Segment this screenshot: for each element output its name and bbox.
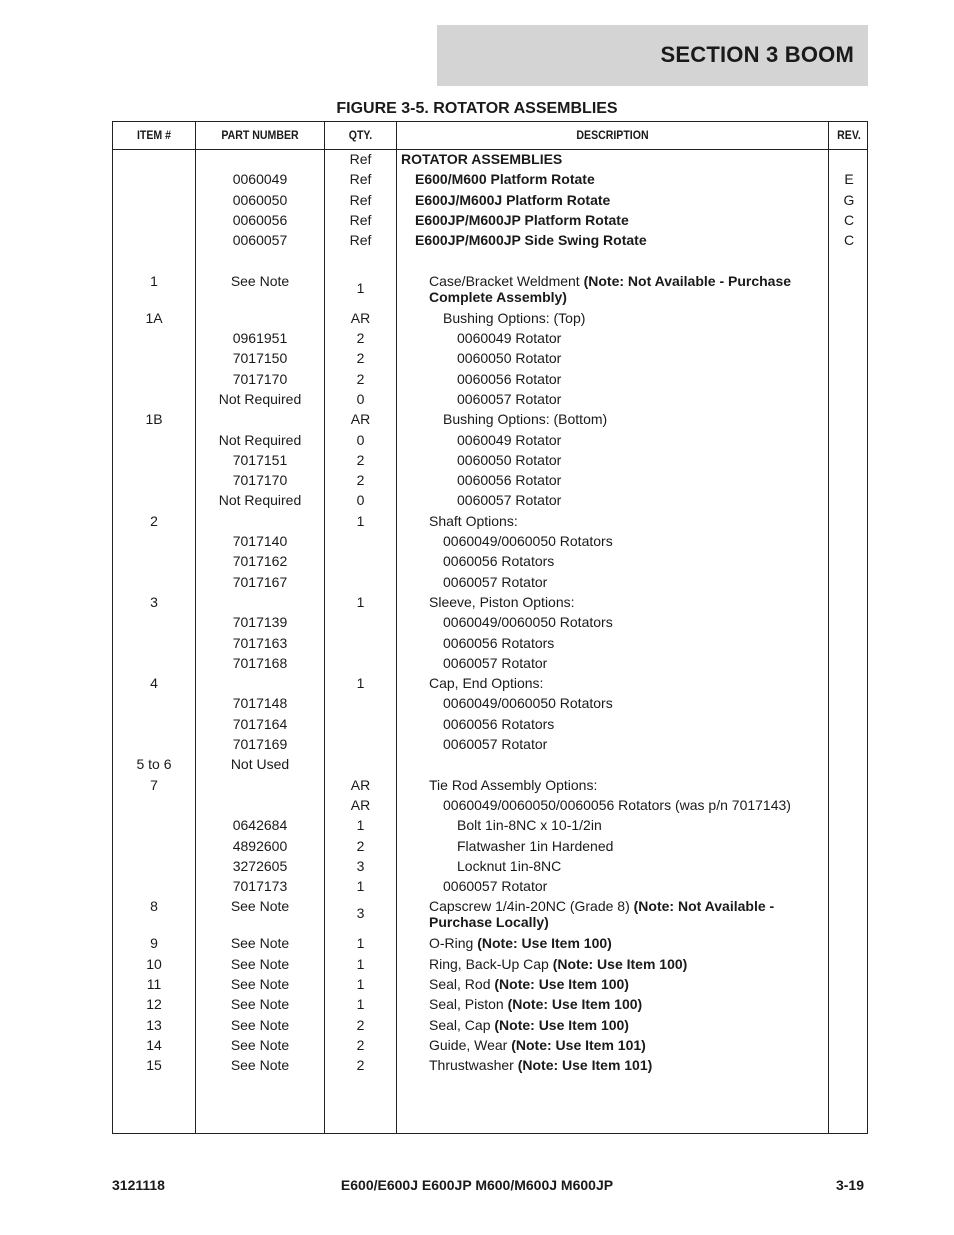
description (443, 574, 821, 590)
description-text: Bolt 1in-8NC x 10-1/2in (457, 817, 602, 834)
description (443, 553, 821, 569)
part-number: See Note (230, 996, 290, 1013)
table-row (113, 837, 869, 857)
item-number: 13 (146, 1016, 162, 1033)
description-text: 0060057 Rotator (443, 736, 548, 753)
description-text: 0060057 Rotator (457, 492, 562, 509)
revision: C (843, 211, 855, 228)
description-text: Ring, Back-Up Cap (429, 955, 553, 972)
part-number: See Note (230, 975, 290, 992)
description-text: Shaft Options: (429, 512, 518, 529)
description (429, 898, 821, 930)
table-row (113, 796, 869, 816)
description-text: 0060056 Rotator (457, 472, 562, 489)
table-row (113, 776, 869, 796)
description (429, 1037, 821, 1053)
part-number: See Note (230, 955, 290, 972)
quantity: AR (350, 776, 371, 793)
part-number: 4892600 (232, 837, 288, 854)
quantity: 2 (356, 1036, 365, 1053)
description (429, 594, 821, 610)
description-text: 0060050 Rotator (457, 350, 562, 367)
description-note: (Note: Use Item 100) (494, 1016, 629, 1033)
column-header-item: ITEM # (136, 128, 172, 142)
table-row (113, 975, 869, 995)
description-note: ROTATOR ASSEMBLIES (401, 151, 563, 167)
description-text: Thrustwasher (429, 1057, 518, 1074)
description (457, 350, 821, 366)
part-number: 7017167 (232, 573, 288, 590)
part-number: 7017170 (232, 370, 288, 387)
quantity: 2 (356, 451, 365, 468)
part-number: See Note (230, 272, 290, 289)
part-number: 0060056 (232, 211, 288, 228)
quantity: AR (350, 796, 371, 813)
description (429, 273, 821, 305)
table-row (113, 593, 869, 613)
quantity: Ref (349, 151, 372, 167)
quantity: 1 (356, 975, 365, 992)
item-number: 9 (150, 935, 158, 952)
table-row (113, 877, 869, 897)
description (429, 956, 821, 972)
table-row (113, 755, 869, 775)
part-number: 7017173 (232, 878, 288, 895)
description-note: (Note: Use Item 100) (507, 996, 643, 1013)
description-note: (Note: Not Available - Purchase Complete Assembly) (429, 272, 792, 305)
parts-table (112, 121, 868, 1134)
description-note: (Note: Use Item 100) (552, 955, 688, 972)
table-row (113, 329, 869, 349)
table-row (113, 471, 869, 491)
description (443, 716, 821, 732)
part-number: 7017170 (232, 472, 288, 489)
description-note: (Note: Use Item 101) (511, 1036, 646, 1053)
quantity: Ref (349, 211, 372, 228)
description (429, 1057, 821, 1073)
table-row (113, 150, 869, 170)
table-row (113, 390, 869, 410)
description (457, 330, 821, 346)
description (443, 655, 821, 671)
description-text: Tie Rod Assembly Options: (429, 776, 598, 793)
item-number: 1B (145, 411, 163, 428)
part-number: 7017169 (232, 736, 288, 753)
description (415, 212, 821, 228)
part-number: See Note (230, 898, 290, 915)
part-number: 3272605 (232, 857, 288, 874)
description-text: 0060049/0060050/0060056 Rotators (was p/n 7017143) (443, 796, 791, 813)
description-note: E600J/M600J Platform Rotate (415, 191, 611, 208)
quantity: 1 (356, 955, 365, 972)
item-number: 11 (146, 975, 162, 992)
item-number: 7 (150, 776, 158, 793)
table-row (113, 431, 869, 451)
part-number: 7017168 (232, 654, 288, 671)
table-row (113, 370, 869, 390)
description-text: 0060049 Rotator (457, 431, 562, 448)
description-text: 0060056 Rotators (443, 715, 555, 732)
description-text: Guide, Wear (429, 1036, 512, 1053)
part-number: 7017162 (232, 553, 288, 570)
table-row (113, 349, 869, 369)
description (457, 838, 821, 854)
description (415, 192, 821, 208)
table-row (113, 955, 869, 975)
description (443, 797, 821, 813)
description-text: Locknut 1in-8NC (457, 857, 562, 874)
part-number: 7017140 (232, 533, 288, 550)
description-text: 0060057 Rotator (457, 390, 562, 407)
table-row (113, 694, 869, 714)
item-number: 3 (150, 593, 158, 610)
description (429, 996, 821, 1012)
column-header-part-number: PART NUMBER (221, 128, 299, 142)
part-number: Not Required (218, 431, 302, 448)
quantity: Ref (349, 191, 372, 208)
quantity: 0 (356, 492, 365, 509)
description-note: (Note: Use Item 100) (477, 935, 612, 952)
description-text: 0060056 Rotators (443, 634, 555, 651)
table-row (113, 897, 869, 934)
table-row (113, 674, 869, 694)
description (429, 935, 821, 951)
description-text: 0060057 Rotator (443, 878, 548, 895)
description-note: E600/M600 Platform Rotate (415, 171, 595, 188)
part-number: Not Used (230, 756, 290, 773)
quantity: 2 (356, 1057, 365, 1074)
description-text: Seal, Rod (429, 975, 495, 992)
description (443, 411, 821, 427)
description-text: Capscrew 1/4in-20NC (Grade 8) (429, 898, 634, 915)
quantity: 1 (356, 935, 365, 952)
description-text: O-Ring (429, 935, 478, 952)
item-number: 5 to 6 (136, 756, 172, 773)
description (443, 878, 821, 894)
description (457, 858, 821, 874)
quantity: 2 (356, 330, 365, 347)
item-number: 14 (146, 1036, 162, 1053)
table-row (113, 613, 869, 633)
description (429, 976, 821, 992)
quantity: 1 (356, 279, 365, 296)
description-text: 0060049/0060050 Rotators (443, 533, 613, 550)
quantity: 1 (356, 878, 365, 895)
table-row (113, 272, 869, 309)
description (429, 675, 821, 691)
section-header-tab (437, 25, 868, 86)
page-number: 3-19 (835, 1177, 864, 1193)
description-note: (Note: Not Available - Purchase Locally) (429, 898, 775, 931)
quantity: 1 (356, 996, 365, 1013)
description (415, 171, 821, 187)
part-number: Not Required (218, 390, 302, 407)
quantity: 1 (356, 512, 365, 529)
column-header-qty: QTY. (348, 128, 373, 142)
item-number: 8 (150, 898, 158, 915)
table-row (113, 410, 869, 430)
description (429, 513, 821, 529)
part-number: See Note (230, 1016, 290, 1033)
table-row (113, 191, 869, 211)
part-number: See Note (230, 1036, 290, 1053)
part-number: 7017148 (232, 695, 288, 712)
item-number: 1A (145, 309, 163, 326)
quantity: AR (350, 309, 371, 326)
column-header-description: DESCRIPTION (576, 128, 649, 142)
table-row (113, 857, 869, 877)
quantity: Ref (349, 232, 372, 249)
description (457, 817, 821, 833)
part-number: Not Required (218, 492, 302, 509)
part-number: 0060049 (232, 171, 288, 188)
description (443, 635, 821, 651)
table-row (113, 231, 869, 251)
part-number: 0961951 (232, 330, 288, 347)
description-text: Seal, Cap (429, 1016, 495, 1033)
column-header-rev: REV. (837, 128, 861, 142)
description-text: Case/Bracket Weldment (429, 272, 584, 289)
table-row (113, 451, 869, 471)
description-text: 0060050 Rotator (457, 451, 562, 468)
table-row (113, 816, 869, 836)
description (401, 151, 821, 167)
description-text: Bushing Options: (Bottom) (443, 411, 608, 428)
table-row (113, 251, 869, 271)
table-row (113, 1036, 869, 1056)
table-row (113, 735, 869, 755)
part-number: See Note (230, 1057, 290, 1074)
table-body (113, 150, 869, 1076)
part-number: 7017164 (232, 715, 288, 732)
description-note: E600JP/M600JP Side Swing Rotate (415, 232, 647, 249)
description-text: 0060057 Rotator (443, 654, 548, 671)
table-row (113, 491, 869, 511)
description (457, 371, 821, 387)
quantity: 1 (356, 675, 365, 692)
description-text: 0060056 Rotator (457, 370, 562, 387)
part-number: 7017139 (232, 614, 288, 631)
quantity: 2 (356, 370, 365, 387)
description (457, 452, 821, 468)
revision: E (844, 171, 854, 188)
part-number: 7017163 (232, 634, 288, 651)
description (457, 472, 821, 488)
description (429, 777, 821, 793)
description-text: 0060056 Rotators (443, 553, 555, 570)
description-text: 0060049 Rotator (457, 330, 562, 347)
item-number: 15 (146, 1057, 162, 1074)
description-text: Flatwasher 1in Hardened (457, 837, 614, 854)
description (443, 736, 821, 752)
table-row (113, 1056, 869, 1076)
part-number: 0060057 (232, 232, 288, 249)
description (443, 695, 821, 711)
quantity: 0 (356, 431, 365, 448)
quantity: AR (350, 411, 371, 428)
part-number: 0642684 (232, 817, 288, 834)
table-row (113, 552, 869, 572)
table-row (113, 995, 869, 1015)
quantity: 0 (356, 390, 365, 407)
table-row (113, 211, 869, 231)
item-number: 12 (146, 996, 162, 1013)
description (457, 432, 821, 448)
description-text: Seal, Piston (429, 996, 508, 1013)
doc-number: 3121118 (112, 1177, 165, 1193)
revision: G (843, 191, 855, 208)
quantity: 1 (356, 593, 365, 610)
description-text: Bushing Options: (Top) (443, 309, 586, 326)
table-row (113, 634, 869, 654)
quantity: 2 (356, 1016, 365, 1033)
figure-title: FIGURE 3-5. ROTATOR ASSEMBLIES (336, 100, 618, 117)
description (429, 1017, 821, 1033)
item-number: 2 (150, 512, 158, 529)
description-note: E600JP/M600JP Platform Rotate (415, 211, 629, 228)
quantity: 2 (356, 472, 365, 489)
model-list: E600/E600J E600JP M600/M600J M600JP (340, 1177, 614, 1193)
section-title: SECTION 3 BOOM (660, 42, 854, 67)
table-row (113, 1016, 869, 1036)
part-number: See Note (230, 935, 290, 952)
description-text: Cap, End Options: (429, 675, 544, 692)
part-number: 7017150 (232, 350, 288, 367)
description (415, 232, 821, 248)
description-text: 0060049/0060050 Rotators (443, 614, 613, 631)
description-text: 0060057 Rotator (443, 573, 548, 590)
revision: C (843, 232, 855, 249)
table-row (113, 170, 869, 190)
description (443, 310, 821, 326)
item-number: 4 (150, 675, 158, 692)
quantity: 3 (356, 857, 365, 874)
quantity: 2 (356, 837, 365, 854)
description-note: (Note: Use Item 100) (494, 975, 629, 992)
description-text: 0060049/0060050 Rotators (443, 695, 613, 712)
quantity: 3 (356, 905, 365, 922)
table-row (113, 573, 869, 593)
part-number: 0060050 (232, 191, 288, 208)
quantity: Ref (349, 171, 372, 188)
item-number: 1 (150, 272, 158, 289)
description (443, 533, 821, 549)
description (457, 492, 821, 508)
description-text: Sleeve, Piston Options: (429, 593, 575, 610)
part-number: 7017151 (232, 451, 288, 468)
quantity: 1 (356, 817, 365, 834)
table-row (113, 654, 869, 674)
table-row (113, 532, 869, 552)
table-row (113, 309, 869, 329)
item-number: 10 (146, 955, 162, 972)
quantity: 2 (356, 350, 365, 367)
description (457, 391, 821, 407)
table-row (113, 512, 869, 532)
description (443, 614, 821, 630)
description-note: (Note: Use Item 101) (517, 1057, 653, 1074)
table-row (113, 715, 869, 735)
table-row (113, 934, 869, 954)
